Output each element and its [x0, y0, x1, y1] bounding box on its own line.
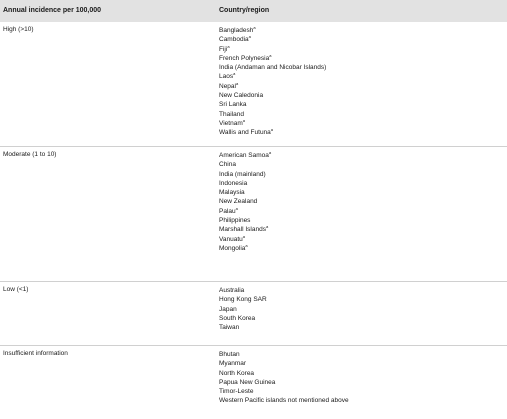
country-name: Cambodia [219, 36, 249, 44]
country-name: Timor-Leste [219, 388, 254, 396]
country-item [219, 225, 271, 234]
group-label: High (>10) [3, 26, 34, 33]
country-name: Sri Lanka [219, 101, 247, 109]
country-name: India (Andaman and Nicobar Islands) [219, 64, 327, 72]
country-name: French Polynesia [219, 54, 270, 62]
country-name: Philippines [219, 217, 251, 225]
country-name: Western Pacific islands not mentioned above [219, 397, 349, 405]
country-name: New Caledonia [219, 92, 264, 100]
country-name: Bangladesh [219, 27, 254, 34]
country-item [219, 295, 267, 304]
country-list [219, 286, 267, 332]
footnote-mark: a [248, 34, 251, 40]
country-item [219, 160, 271, 169]
country-name: Laos [219, 73, 234, 81]
country-name: Malaysia [219, 189, 245, 197]
footnote-mark: a [270, 127, 274, 133]
group-label: Low (<1) [3, 286, 29, 293]
country-name: Taiwan [219, 324, 240, 332]
incidence-group-low [0, 282, 507, 345]
country-item [219, 350, 349, 359]
country-name: Vanuatu [219, 235, 243, 243]
country-name: Bhutan [219, 351, 240, 358]
country-item [219, 359, 349, 368]
footnote-mark: a [235, 80, 239, 86]
country-name: Fiji [219, 45, 228, 53]
footnote-mark: a [242, 233, 245, 239]
country-item [219, 286, 267, 295]
country-item [219, 396, 349, 405]
footnote-mark: a [235, 205, 238, 211]
footnote-mark: a [245, 242, 248, 248]
footnote-mark: a [242, 117, 245, 123]
incidence-group-moderate [0, 147, 507, 281]
country-item [219, 188, 271, 197]
country-item [219, 91, 326, 100]
country-name: Thailand [219, 110, 244, 118]
country-name: Vietnam [219, 119, 243, 127]
country-name: Australia [219, 287, 245, 294]
country-name: North Korea [219, 369, 255, 377]
country-name: Wallis and Futuna [219, 129, 271, 137]
footnote-mark: a [227, 43, 230, 49]
country-item [219, 45, 326, 54]
incidence-group-insufficient [0, 346, 507, 419]
country-name: India (mainland) [219, 170, 266, 178]
header-country-region: Country/region [219, 7, 270, 14]
country-item [219, 387, 349, 396]
country-item [219, 26, 326, 35]
country-item [219, 128, 326, 137]
incidence-group-high [0, 22, 507, 146]
footnote-mark: a [268, 149, 272, 155]
country-name: Japan [219, 305, 237, 313]
footnote-mark: a [269, 52, 272, 58]
country-item [219, 369, 349, 378]
country-list [219, 26, 326, 138]
country-name: Marshall Islands [219, 226, 266, 234]
country-item [219, 100, 326, 109]
footnote-mark: a [265, 224, 269, 230]
country-item [219, 170, 271, 179]
footnote-mark: a [233, 71, 236, 77]
country-item [219, 110, 326, 119]
country-item [219, 207, 271, 216]
country-name: Nepal [219, 82, 236, 90]
country-list [219, 350, 349, 406]
country-name: Myanmar [219, 360, 247, 368]
country-item [219, 54, 326, 63]
country-item [219, 82, 326, 91]
country-item [219, 244, 271, 253]
country-list [219, 151, 271, 253]
country-name: Palau [219, 207, 236, 215]
country-name: Indonesia [219, 179, 248, 187]
footnote-mark: a [253, 24, 256, 30]
country-name: Hong Kong SAR [219, 296, 267, 304]
country-name: South Korea [219, 314, 256, 322]
country-name: American Samoa [219, 152, 269, 159]
country-item [219, 378, 349, 387]
country-name: Mongolia [219, 244, 246, 252]
country-name: New Zealand [219, 198, 258, 206]
country-item [219, 35, 326, 44]
country-item [219, 314, 267, 323]
country-name: China [219, 161, 236, 169]
country-item [219, 179, 271, 188]
group-label: Moderate (1 to 10) [3, 151, 57, 158]
country-item [219, 216, 271, 225]
country-item [219, 197, 271, 206]
country-name: Papua New Guinea [219, 378, 276, 386]
country-item [219, 151, 271, 160]
country-item [219, 323, 267, 332]
group-label: Insufficient information [3, 350, 68, 357]
header-incidence: Annual incidence per 100,000 [3, 7, 102, 14]
country-item [219, 305, 267, 314]
table-header-row [0, 0, 507, 22]
